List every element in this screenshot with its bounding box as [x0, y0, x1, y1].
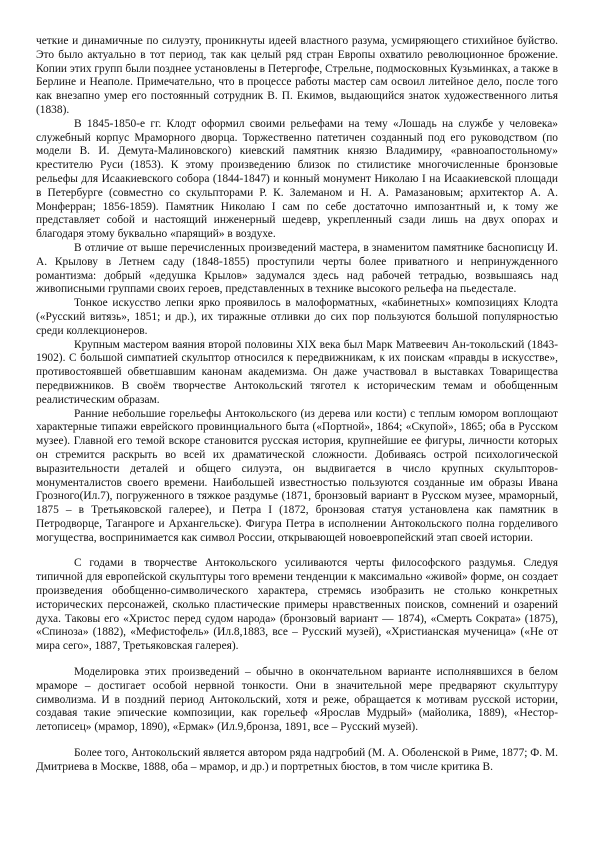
paragraph-modelling: Моделировка этих произведений – обычно в окончательном варианте исполнявшихся в белом мраморе – достигает особой нервной тонкости. Они в значительной мере предваряют скульптуру символизма. И в поздний период Антокольский, хотя и реже, обращается к мотивам русской истории, создавая такие эпические композиции, как горельеф «Ярослав Мудрый» (майолика, 1889), «Нестор-летописец» (мрамор, 1890), «Ермак» (Ил.9,бронза, 1891, все – Русский музей).	[36, 666, 558, 734]
paragraph-krylov-monument: В отличие от выше перечисленных произведений мастера, в знаменитом памятнике баснописцу И. А. Крылову в Летнем саду (1848-1855) проступили черты более приватного и непринужденного романтизма: добрый «дедушка Крылов» задумался здесь над рабочей тетрадью, возвышаясь над живописными группами своих героев, представленных в технике высокого рельефа на пьедестале.	[36, 241, 558, 296]
paragraph-antokolsky-intro: Крупным мастером ваяния второй половины XIX века был Марк Матвеевич Ан-токольский (1843-1902). С большой симпатией скульптор относился к передвижникам, к их поискам «правды в искусстве», противостоявшей обветшавшим канонам академизма. Он даже участвовал в выставках Товарищества передвижников. В своём творчестве Антокольский тяготел к историческим темам и обобщенным реалистическим образам.	[36, 338, 558, 406]
paragraph-continuation: четкие и динамичные по силуэту, проникнуты идеей властного разума, усмиряющего стихийное буйство. Это было актуально в тот период, так как целый ряд стран Европы охватило революционное брожение. Копии этих групп были позднее установлены в Петергофе, Стрельне, подмосковных Кузьминках, а также в Берлине и Неаполе. Примечательно, что в процессе работы мастер сам освоил литейное дело, после того как внезапно умер его постоянный сотрудник В. П. Екимов, выдающийся знаток художественного литья (1838).	[36, 35, 558, 116]
document-page	[36, 35, 558, 775]
paragraph-cabinet-compositions: Тонкое искусство лепки ярко проявилось в малоформатных, «кабинетных» композициях Клодта («Русский витязь», 1851; и др.), их тиражные отливки до сих пор пользуются большой популярностью среди коллекционеров.	[36, 297, 558, 337]
paragraph-tombstones: Более того, Антокольский является автором ряда надгробий (М. А. Оболенской в Риме, 1877; Ф. М. Дмитриева в Москве, 1888, оба – мрамор, и др.) и портретных бюстов, в том числе критика В.	[36, 747, 558, 773]
paragraph-philosophical-works: С годами в творчестве Антокольского усиливаются черты философского раздумья. Следуя типичной для европейской скульптуры того времени тенденции к максимально «живой» форме, он создает произведения обобщенно-символического характера, стремясь изобразить не столько конкретных исторических персонажей, сколько пластические примеры нравственных поисков, сомнений и озарений духа. Таковы его «Христос перед судом народа» (бронзовый вариант — 1874), «Смерть Сократа» (1875), «Спиноза» (1882), «Мефистофель» (Ил.8,1883, все – Русский музей), «Христианская мученица» («Не от мира сего», 1887, Третьяковская галерея).	[36, 557, 558, 653]
paragraph-klodt-reliefs: В 1845-1850-е гг. Клодт оформил своими рельефами на тему «Лошадь на службе у человека» служебный корпус Мраморного дворца. Торжественно патетичен созданный под его руководством (по модели В. И. Демута-Малиновского) киевский памятник князю Владимиру, «равноапостольному» крестителю Руси (1853). К этому произведению близок по стилистике многочисленные бронзовые рельефы для Исаакиевского собора (1844-1847) и конный монумент Николаю I на Исаакиевской площади в Петербурге (совместно со скульпторами Р. К. Залеманом и Н. А. Рамазановым; архитектор А. А. Монферран; 1856-1859). Памятник Николаю I сам по себе достаточно импозантный и, к тому же представляет собой и настоящий инженерный шедевр, укрепленный сзади лишь на двух опорах и благодаря этому буквально «парящий» в воздухе.	[36, 117, 558, 241]
paragraph-early-works: Ранние небольшие горельефы Антокольского (из дерева или кости) с теплым юмором воплощают характерные типажи еврейского провинциального быта («Портной», 1864; «Скупой», 1865; оба в Русском музее). Главной его темой вскоре становится русская история, крупнейшие ее фигуры, личности которых он стремится раскрыть во всей их драматической сложности. Добиваясь острой психологической выразительности деталей и общего силуэта, он выдвигается в число крупных скульпторов-монументалистов своего времени. Наибольшей известностью пользуются созданные им образы Ивана Грозного(Ил.7), погруженного в тяжкое раздумье (1871, бронзовый вариант в Русском музее, мраморный, 1875 – в Третьяковской галерее), и Петра I (1872, бронзовая статуя установлена как памятник в Петродворце, Таганроге и Архангельске). Фигура Петра в исполнении Антокольского полна горделивого могущества, воспринимается как символ России, открывающей новоевропейский этап своей истории.	[36, 407, 558, 544]
